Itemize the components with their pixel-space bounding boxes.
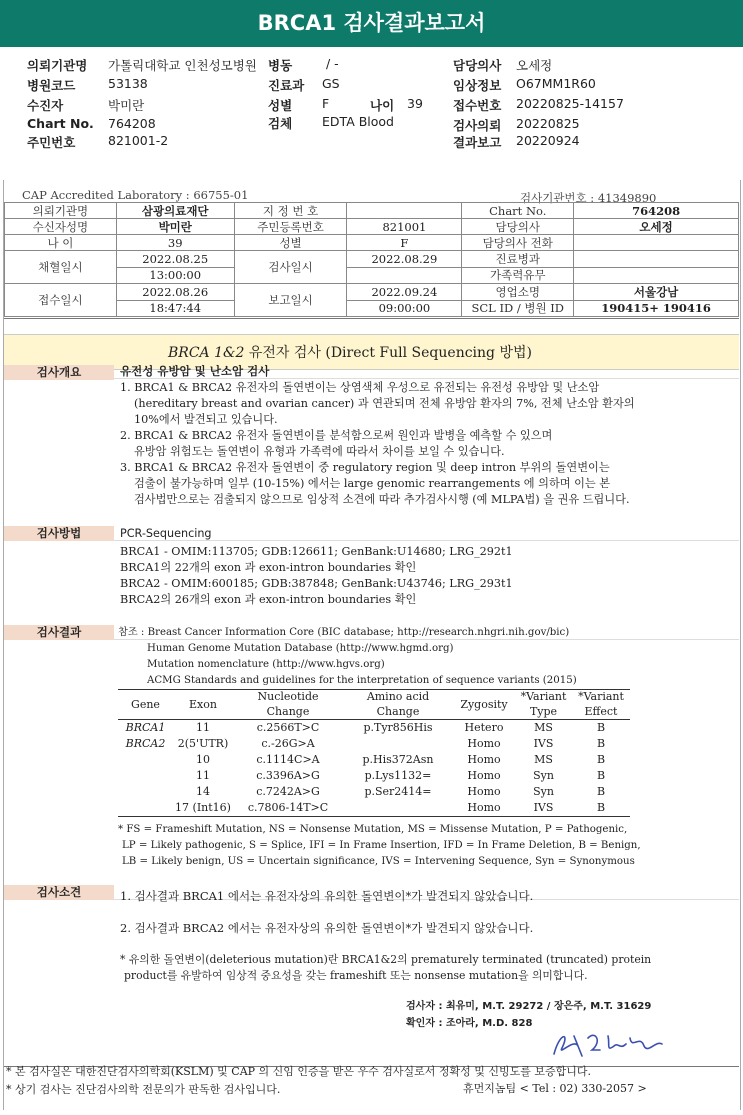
cell: c.2566T>C xyxy=(256,721,320,734)
cell-value: 삼광의료재단 xyxy=(116,203,234,219)
dept-label: 진료병과 xyxy=(462,251,574,268)
cell: Syn xyxy=(533,785,554,798)
overview-line: 1. BRCA1 & BRCA2 유전자의 돌연변이는 상염색체 우성으로 유전되는 유전성 유방암 및 난소암 xyxy=(120,381,600,394)
method-line: BRCA1 - OMIM:113705; GDB:126611; GenBank:U14680; LRG_292t1 xyxy=(120,545,513,558)
family-value xyxy=(574,267,739,284)
hospital-code-label: 병원코드 xyxy=(27,78,76,93)
cell xyxy=(118,752,173,768)
doctor-value: 오세정 xyxy=(516,58,553,73)
test-title-rest: 유전자 검사 (Direct Full Sequencing 방법) xyxy=(248,345,532,361)
cell xyxy=(343,800,453,817)
overview-line: 2. BRCA1 & BRCA2 유전자 돌연변이를 분석함으로써 원인과 발병을 예측할 수 있으며 xyxy=(120,429,553,442)
divider xyxy=(4,318,739,319)
col-nucleotide: Nucleotide xyxy=(257,690,319,703)
cell: Hetero xyxy=(464,721,504,734)
table-row xyxy=(118,736,630,752)
conclusion-line: 1. 검사결과 BRCA1 에서는 유전자상의 유의한 돌연변이*가 발견되지 않았습니다. xyxy=(120,889,534,903)
cell: 2(5'UTR) xyxy=(177,737,229,750)
receipt-no-label: 접수번호 xyxy=(453,98,502,113)
cell: B xyxy=(596,721,606,734)
cell: Homo xyxy=(467,769,501,782)
age-value: 39 xyxy=(407,96,423,111)
report-time: 09:00:00 xyxy=(347,300,462,317)
cell: BRCA1 xyxy=(125,721,166,734)
cell: p.His372Asn xyxy=(362,753,434,766)
clinical-info-value: O67MM1R60 xyxy=(516,76,596,91)
col-nucleotide-sub: Change xyxy=(266,705,310,718)
collect-date: 2022.08.25 xyxy=(116,251,234,268)
cell: Homo xyxy=(467,753,501,766)
col-variant-effect-sub: Effect xyxy=(584,705,618,718)
receive-date: 2022.08.26 xyxy=(116,284,234,301)
collect-label: 채혈일시 xyxy=(5,251,117,284)
cell-value: 764208 xyxy=(574,203,739,219)
ward-value: / - xyxy=(326,56,339,71)
cell-value: 39 xyxy=(116,235,234,251)
cell: p.Lys1132= xyxy=(364,769,432,782)
cell: 10 xyxy=(196,753,210,766)
institution-value: 가톨릭대학교 인천성모병원 xyxy=(108,58,257,73)
conclusion-label: 검사소견 xyxy=(4,885,114,900)
method-label: 검사방법 xyxy=(4,526,114,541)
overview-line: 검사법만으로는 검출되지 않으므로 임상적 소견에 따라 추가검사시행 (예 MLPA법) 을 권유 드립니다. xyxy=(134,493,630,506)
reference-line: ACMG Standards and guidelines for the interpretation of sequence variants (2015) xyxy=(147,675,577,686)
cell: Homo xyxy=(467,737,501,750)
cell: 11 xyxy=(196,769,210,782)
cell: c.7242A>G xyxy=(256,785,320,798)
cell-label: Chart No. xyxy=(462,203,574,219)
overview-line: 검출이 불가능하며 일부 (10-15%) 에서는 large genomic rearrangements 에 의하며 이는 본 xyxy=(134,477,611,490)
overview-line: 유방암 위험도는 돌연변이 유형과 가족력에 따라서 차이를 보일 수 있습니다. xyxy=(134,445,505,458)
cell-label: 성별 xyxy=(234,235,347,251)
test-date: 2022.08.29 xyxy=(347,251,462,268)
conclusion-line: 2. 검사결과 BRCA2 에서는 유전자상의 유의한 돌연변이*가 발견되지 않았습니다. xyxy=(120,921,534,935)
cell: Homo xyxy=(467,785,501,798)
reference-line: Mutation nomenclature (http://www.hgvs.org) xyxy=(147,659,385,670)
chart-no-label: Chart No. xyxy=(27,116,94,131)
conclusion-line: * 유의한 돌연변이(deleterious mutation)란 BRCA1&2의 prematurely terminated (truncated) protein xyxy=(120,953,652,966)
patient-label: 수진자 xyxy=(27,98,64,113)
footer-contact: 휴먼지놈팀 < Tel : 02) 330-2057 > xyxy=(463,1082,647,1095)
cell-label: 지 정 번 호 xyxy=(234,203,347,219)
cell: IVS xyxy=(533,737,554,750)
overview-line: (hereditary breast and ovarian cancer) 과 연관되며 전체 유방암 환자의 7%, 전체 난소암 환자의 xyxy=(134,397,635,410)
cell: B xyxy=(596,737,606,750)
cell-label: 담당의사 전화 xyxy=(462,235,574,251)
receipt-no-value: 20220825-14157 xyxy=(516,96,624,111)
legend-line: LP = Likely pathogenic, S = Splice, IFI = In Frame Insertion, IFD = In Frame Deletion, B = Benign, xyxy=(122,840,641,851)
col-exon: Exon xyxy=(189,697,217,711)
specimen-label: 검체 xyxy=(268,116,293,131)
lab-info-table xyxy=(4,202,739,317)
cell-label: 나 이 xyxy=(5,235,117,251)
cell: B xyxy=(596,769,606,782)
scl-value: 190415+ 190416 xyxy=(574,300,739,317)
cell: Syn xyxy=(533,769,554,782)
table-row xyxy=(118,784,630,800)
confirmer: 확인자 : 조아라, M.D. 828 xyxy=(406,1018,533,1029)
cell: B xyxy=(596,785,606,798)
cell-label: 담당의사 xyxy=(462,219,574,235)
cell-label: 수신자성명 xyxy=(5,219,117,235)
cell xyxy=(118,768,173,784)
cell: p.Ser2414= xyxy=(364,785,432,798)
test-title xyxy=(168,342,532,362)
col-amino-acid: Amino acid xyxy=(366,690,430,703)
cell: BRCA2 xyxy=(125,737,166,750)
cell xyxy=(118,800,173,817)
receive-time: 18:47:44 xyxy=(116,300,234,317)
cell: Homo xyxy=(467,801,501,814)
col-gene: Gene xyxy=(131,697,160,711)
cell: c.3396A>G xyxy=(256,769,320,782)
resident-no-label: 주민번호 xyxy=(27,135,76,150)
method-line: PCR-Sequencing xyxy=(120,527,212,540)
col-variant-type: *Variant xyxy=(520,690,567,703)
table-row xyxy=(118,752,630,768)
specimen-value: EDTA Blood xyxy=(322,114,394,129)
overview-line: 3. BRCA1 & BRCA2 유전자 돌연변이 중 regulatory region 및 deep intron 부위의 돌연변이는 xyxy=(120,461,610,474)
cell-value xyxy=(574,235,739,251)
cell: 14 xyxy=(196,785,210,798)
table-row xyxy=(118,720,630,737)
cell: c.-26G>A xyxy=(261,737,315,750)
request-date-label: 검사의뢰 xyxy=(453,118,502,133)
footer-note-2: * 상기 검사는 진단검사의학 전문의가 판독한 검사입니다. xyxy=(6,1083,281,1096)
cell xyxy=(343,736,453,752)
table-row xyxy=(118,800,630,817)
legend-line: * FS = Frameshift Mutation, NS = Nonsense Mutation, MS = Missense Mutation, P = Pathogenic, xyxy=(118,824,628,835)
reference-line: 참조 : Breast Cancer Information Core (BIC database; http://research.nhgri.nih.gov/bic) xyxy=(118,627,570,638)
method-line: BRCA1의 22개의 exon 과 exon-intron boundaries 확인 xyxy=(120,561,417,574)
overview-heading: 유전성 유방암 및 난소암 검사 xyxy=(120,364,270,378)
cell: 17 (Int16) xyxy=(175,801,231,814)
overview-label: 검사개요 xyxy=(4,365,114,380)
clinical-info-label: 임상정보 xyxy=(453,78,502,93)
cell: B xyxy=(596,753,606,766)
office-label: 영업소명 xyxy=(462,284,574,301)
col-zygosity: Zygosity xyxy=(460,697,508,711)
test-label: 검사일시 xyxy=(234,251,347,284)
reference-line: Human Genome Mutation Database (http://www.hgmd.org) xyxy=(147,643,454,654)
collect-time: 13:00:00 xyxy=(116,267,234,284)
cell-value: 821001 xyxy=(347,219,462,235)
doctor-label: 담당의사 xyxy=(453,58,502,73)
col-variant-effect: *Variant xyxy=(578,690,624,703)
report-date: 2022.09.24 xyxy=(347,284,462,301)
cell-value: F xyxy=(347,235,462,251)
age-label: 나이 xyxy=(370,98,395,113)
cell-value: 박미란 xyxy=(116,219,234,235)
footer-note-1: * 본 검사실은 대한진단검사의학회(KSLM) 및 CAP 의 신임 인증을 받은 우수 검사실로서 정확성 및 신빙도를 보증합니다. xyxy=(6,1065,592,1078)
cap-accredited: CAP Accredited Laboratory : 66755-01 xyxy=(22,188,249,202)
patient-value: 박미란 xyxy=(108,98,145,113)
report-date-value: 20220924 xyxy=(516,133,580,148)
cell: MS xyxy=(534,753,553,766)
institution-number: 검사기관번호 : 41349890 xyxy=(520,191,657,205)
cell: 11 xyxy=(196,721,210,734)
office-value: 서울강남 xyxy=(574,284,739,301)
method-line: BRCA2의 26개의 exon 과 exon-intron boundaries 확인 xyxy=(120,593,417,606)
hospital-code-value: 53138 xyxy=(108,76,148,91)
result-label: 검사결과 xyxy=(4,625,114,640)
cell xyxy=(118,784,173,800)
cell: c.1114C>A xyxy=(256,753,320,766)
cell: MS xyxy=(534,721,553,734)
cell-value xyxy=(347,203,462,219)
conclusion-line: product를 유발하여 임상적 중요성을 갖는 frameshift 또는 nonsense mutation을 의미합니다. xyxy=(124,969,588,982)
sex-label: 성별 xyxy=(268,98,293,113)
department-value: GS xyxy=(322,76,340,91)
family-label: 가족력유무 xyxy=(462,267,574,284)
cell: B xyxy=(596,801,606,814)
report-date-label: 결과보고 xyxy=(453,135,502,150)
request-date-value: 20220825 xyxy=(516,116,580,131)
cell: IVS xyxy=(533,801,554,814)
cell-value: 오세정 xyxy=(574,219,739,235)
cell-label: 의뢰기관명 xyxy=(5,203,117,219)
test-time xyxy=(347,267,462,284)
table-row xyxy=(118,768,630,784)
test-title-genes: BRCA 1&2 xyxy=(168,345,245,361)
scl-label: SCL ID / 병원 ID xyxy=(462,300,574,317)
cell: p.Tyr856His xyxy=(363,721,433,734)
testers: 검사자 : 최유미, M.T. 29272 / 장은주, M.T. 31629 xyxy=(406,1001,652,1012)
report-label: 보고일시 xyxy=(234,284,347,317)
cell: c.7806-14T>C xyxy=(247,801,329,814)
ward-label: 병동 xyxy=(268,58,293,73)
department-label: 진료과 xyxy=(268,78,305,93)
legend-line: LB = Likely benign, US = Uncertain significance, IVS = Intervening Sequence, Syn = Synonymous xyxy=(122,856,635,867)
overview-line: 10%에서 발견되고 있습니다. xyxy=(134,413,278,426)
dept-value xyxy=(574,251,739,268)
cell-label: 주민등록번호 xyxy=(234,219,347,235)
resident-no-value: 821001-2 xyxy=(108,133,169,148)
report-title: BRCA1 검사결과보고서 xyxy=(0,0,743,47)
col-amino-acid-sub: Change xyxy=(376,705,420,718)
col-variant-type-sub: Type xyxy=(529,705,558,718)
institution-label: 의뢰기관명 xyxy=(27,58,88,73)
chart-no-value: 764208 xyxy=(108,116,156,131)
method-line: BRCA2 - OMIM:600185; GDB:387848; GenBank:U43746; LRG_293t1 xyxy=(120,577,513,590)
sex-value: F xyxy=(322,96,330,111)
variant-table xyxy=(118,689,630,817)
signature-icon xyxy=(548,1026,668,1062)
receive-label: 접수일시 xyxy=(5,284,117,317)
